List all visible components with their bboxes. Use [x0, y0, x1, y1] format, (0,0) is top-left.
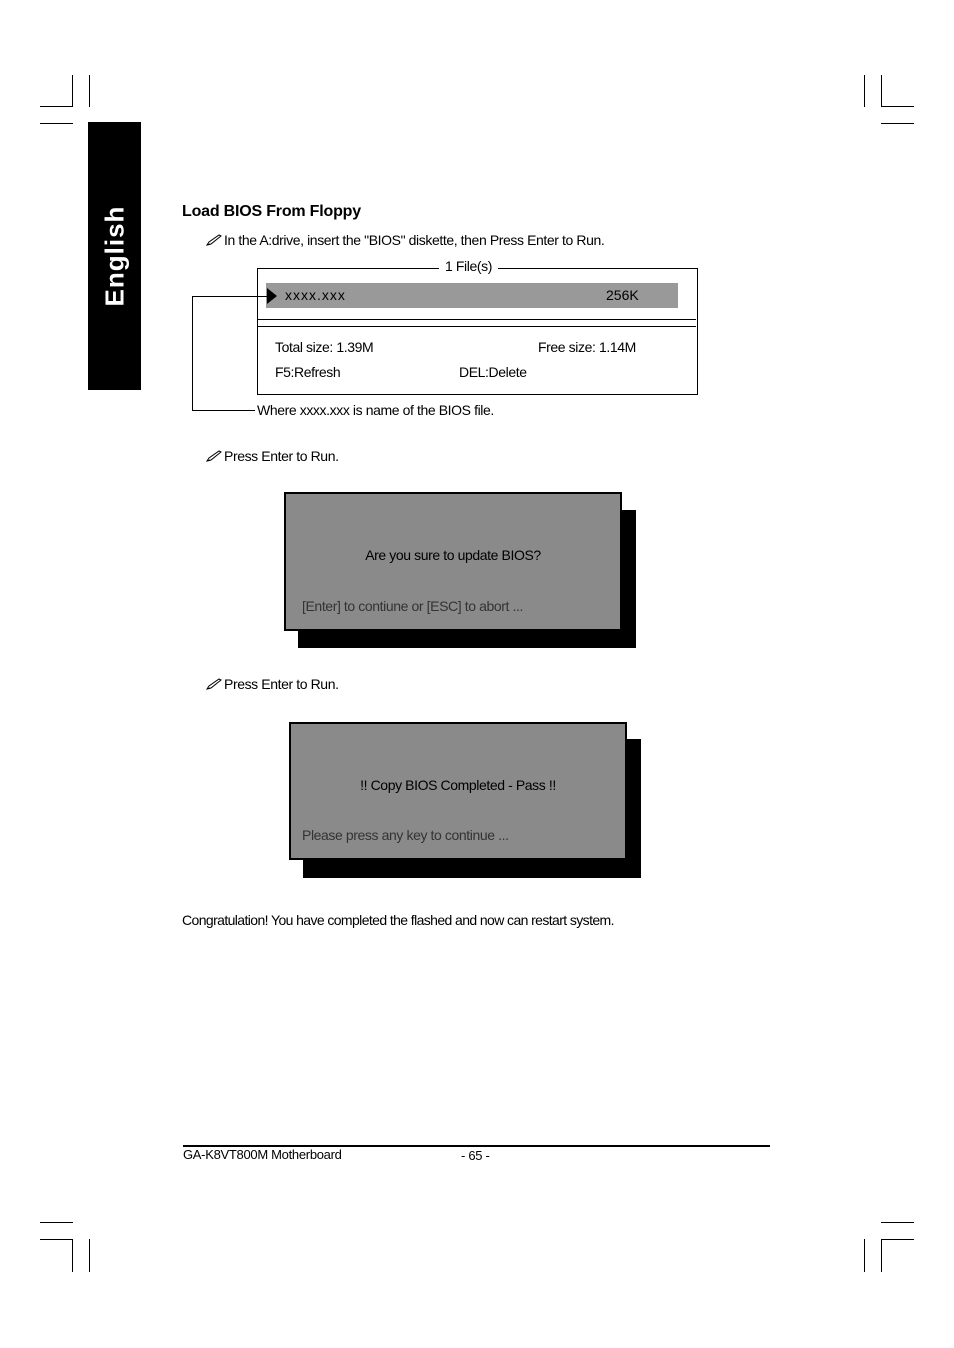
delete-key-hint[interactable]: DEL:Delete	[459, 364, 527, 380]
crop-mark	[881, 123, 914, 124]
copy-complete-dialog	[289, 722, 627, 860]
crop-mark	[864, 75, 865, 107]
crop-mark	[40, 1239, 73, 1240]
crop-mark	[89, 75, 90, 107]
crop-mark	[72, 75, 73, 107]
crop-mark	[881, 1239, 914, 1240]
refresh-key-hint[interactable]: F5:Refresh	[275, 364, 341, 380]
language-side-tab	[88, 122, 141, 390]
instruction-line	[206, 232, 604, 248]
crop-mark	[40, 123, 73, 124]
callout-line	[192, 296, 268, 297]
crop-mark	[881, 1239, 882, 1272]
crop-mark	[864, 1239, 865, 1272]
dialog-message: Are you sure to update BIOS?	[365, 547, 541, 563]
crop-mark	[40, 106, 73, 107]
callout-text: Where xxxx.xxx is name of the BIOS file.	[257, 402, 494, 418]
language-label: English	[99, 205, 129, 307]
divider	[258, 319, 696, 320]
callout-line	[192, 296, 193, 411]
instruction-line	[206, 448, 339, 464]
instruction-line	[206, 676, 339, 692]
pencil-icon	[206, 678, 223, 690]
total-size-label: Total size: 1.39M	[275, 339, 374, 355]
conclusion-text: Congratulation! You have completed the flashed and now can restart system.	[182, 912, 614, 928]
file-size: 256K	[606, 287, 639, 303]
dialog-hint: Please press any key to continue ...	[302, 827, 509, 843]
footer-model: GA-K8VT800M Motherboard	[183, 1147, 342, 1162]
dialog-hint: [Enter] to contiune or [ESC] to abort ...	[302, 598, 523, 614]
crop-mark	[881, 1222, 914, 1223]
page-number: - 65 -	[461, 1148, 490, 1163]
crop-mark	[72, 1239, 73, 1272]
callout-line	[192, 410, 255, 411]
file-list-row-selected[interactable]	[266, 283, 678, 308]
section-title: Load BIOS From Floppy	[182, 203, 361, 220]
pencil-icon	[206, 234, 223, 246]
crop-mark	[881, 106, 914, 107]
dialog-message: !! Copy BIOS Completed - Pass !!	[360, 777, 556, 793]
free-size-label: Free size: 1.14M	[538, 339, 636, 355]
crop-mark	[40, 1222, 73, 1223]
divider	[258, 326, 696, 327]
instruction-text: In the A:drive, insert the "BIOS" diskette, then Press Enter to Run.	[224, 232, 605, 248]
selection-arrow-icon	[267, 288, 277, 304]
crop-mark	[881, 75, 882, 107]
file-name: xxxx.xxx	[285, 287, 346, 303]
instruction-text: Press Enter to Run.	[224, 448, 339, 464]
instruction-text: Press Enter to Run.	[224, 676, 339, 692]
file-count-legend: 1 File(s)	[439, 258, 498, 274]
pencil-icon	[206, 450, 223, 462]
confirm-update-dialog	[284, 492, 622, 631]
crop-mark	[89, 1239, 90, 1272]
